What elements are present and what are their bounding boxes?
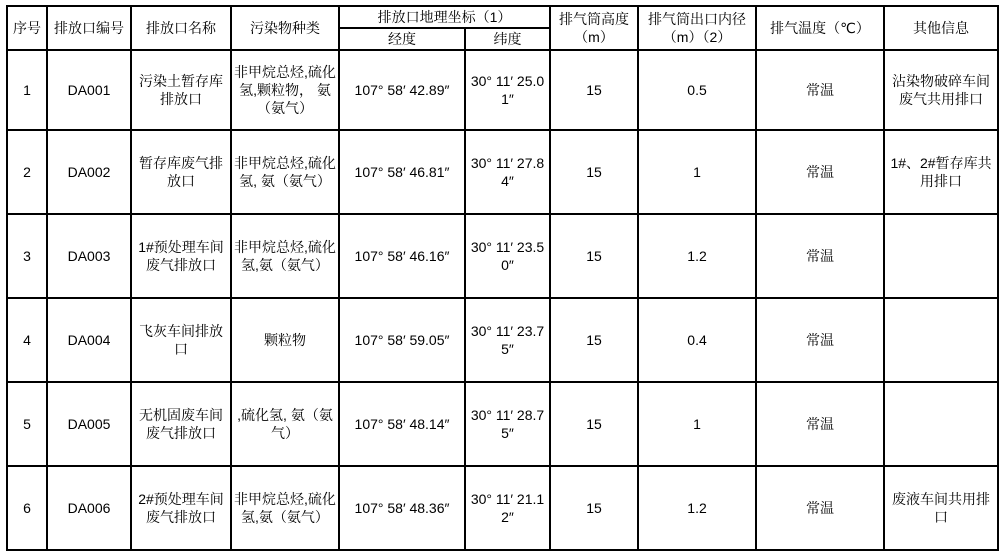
cell-seq: 5 [7,382,47,466]
cell-outlet-name: 1#预处理车间废气排放口 [131,214,231,298]
cell-seq: 4 [7,298,47,382]
cell-seq: 2 [7,130,47,214]
table-row [7,214,998,298]
cell-outlet-no: DA003 [47,214,131,298]
cell-latitude: 30° 11′ 25.01″ [465,50,550,130]
cell-stack-height: 15 [550,382,638,466]
cell-other: 1#、2#暂存库共用排口 [884,130,998,214]
cell-longitude: 107° 58′ 46.16″ [339,214,465,298]
cell-pollutants: 非甲烷总烃,硫化氢,颗粒物， 氨（氨气） [231,50,339,130]
cell-longitude: 107° 58′ 59.05″ [339,298,465,382]
header-outlet-no: 排放口编号 [47,6,131,50]
header-coords-group: 排放口地理坐标（1） [339,6,550,28]
cell-latitude: 30° 11′ 28.75″ [465,382,550,466]
cell-diameter: 1 [638,130,756,214]
header-exhaust-temp: 排气温度（℃） [756,6,884,50]
cell-stack-height: 15 [550,50,638,130]
header-outlet-name: 排放口名称 [131,6,231,50]
cell-seq: 6 [7,466,47,550]
cell-longitude: 107° 58′ 46.81″ [339,130,465,214]
cell-outlet-name: 飞灰车间排放口 [131,298,231,382]
cell-diameter: 1.2 [638,214,756,298]
cell-temp: 常温 [756,466,884,550]
cell-diameter: 1 [638,382,756,466]
cell-stack-height: 15 [550,298,638,382]
cell-stack-height: 15 [550,130,638,214]
header-stack-height: 排气筒高度（m） [550,6,638,50]
cell-outlet-name: 污染土暂存库排放口 [131,50,231,130]
cell-other: 沾染物破碎车间废气共用排口 [884,50,998,130]
cell-pollutants: 非甲烷总烃,硫化氢,氨（氨气） [231,466,339,550]
header-outlet-diameter: 排气筒出口内径（m）（2） [638,6,756,50]
header-pollutants: 污染物种类 [231,6,339,50]
outlet-table [6,5,999,551]
cell-temp: 常温 [756,130,884,214]
cell-longitude: 107° 58′ 48.14″ [339,382,465,466]
table-row [7,50,998,130]
cell-outlet-no: DA006 [47,466,131,550]
cell-outlet-no: DA005 [47,382,131,466]
cell-latitude: 30° 11′ 21.12″ [465,466,550,550]
cell-other: 废液车间共用排口 [884,466,998,550]
cell-diameter: 0.5 [638,50,756,130]
cell-seq: 1 [7,50,47,130]
cell-other [884,298,998,382]
header-latitude: 纬度 [465,28,550,50]
cell-outlet-no: DA002 [47,130,131,214]
table-row [7,382,998,466]
cell-longitude: 107° 58′ 42.89″ [339,50,465,130]
cell-seq: 3 [7,214,47,298]
table-row [7,466,998,550]
cell-temp: 常温 [756,298,884,382]
table-row [7,130,998,214]
cell-diameter: 0.4 [638,298,756,382]
cell-pollutants: 非甲烷总烃,硫化氢,氨（氨气） [231,214,339,298]
cell-stack-height: 15 [550,214,638,298]
cell-stack-height: 15 [550,466,638,550]
cell-temp: 常温 [756,214,884,298]
cell-pollutants: 非甲烷总烃,硫化氢, 氨（氨气） [231,130,339,214]
cell-other [884,214,998,298]
cell-longitude: 107° 58′ 48.36″ [339,466,465,550]
cell-pollutants: 颗粒物 [231,298,339,382]
cell-outlet-no: DA001 [47,50,131,130]
header-seq: 序号 [7,6,47,50]
cell-outlet-name: 无机固废车间废气排放口 [131,382,231,466]
cell-pollutants: ,硫化氢, 氨（氨气） [231,382,339,466]
cell-temp: 常温 [756,382,884,466]
header-other-info: 其他信息 [884,6,998,50]
header-longitude: 经度 [339,28,465,50]
cell-outlet-name: 暂存库废气排放口 [131,130,231,214]
cell-latitude: 30° 11′ 23.50″ [465,214,550,298]
cell-temp: 常温 [756,50,884,130]
table-row [7,298,998,382]
outlet-table-container [6,5,999,551]
cell-diameter: 1.2 [638,466,756,550]
cell-outlet-no: DA004 [47,298,131,382]
cell-outlet-name: 2#预处理车间废气排放口 [131,466,231,550]
cell-latitude: 30° 11′ 23.75″ [465,298,550,382]
cell-other [884,382,998,466]
cell-latitude: 30° 11′ 27.84″ [465,130,550,214]
